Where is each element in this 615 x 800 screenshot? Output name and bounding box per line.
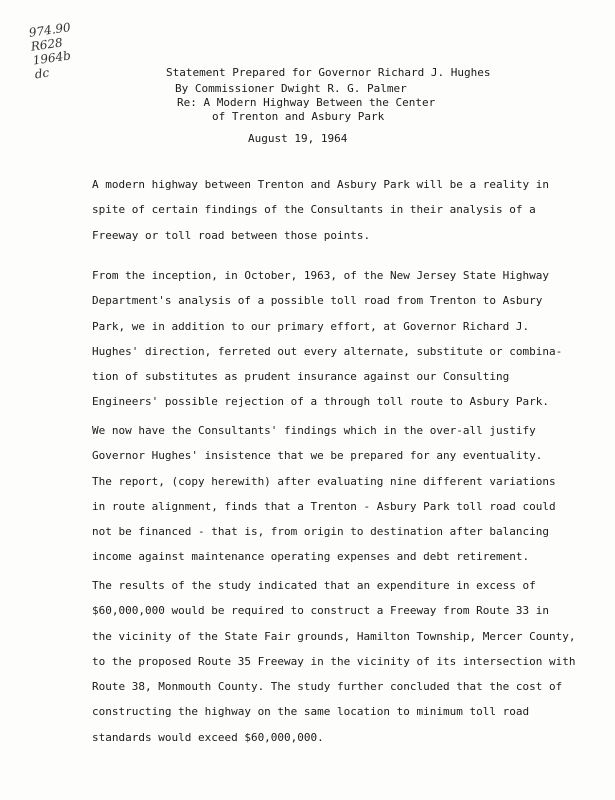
text-line: $60,000,000 would be required to construct a Freeway from Route 33 in xyxy=(92,604,549,618)
header-date: August 19, 1964 xyxy=(248,132,348,145)
handwritten-catalog-note xyxy=(28,20,77,81)
text-line: spite of certain findings of the Consultants in their analysis of a xyxy=(92,203,536,217)
catalog-line: R628 xyxy=(29,35,64,54)
text-line: the vicinity of the State Fair grounds, Hamilton Township, Mercer County, xyxy=(92,629,576,643)
text-line: From the inception, in October, 1963, of the New Jersey State Highway xyxy=(92,269,549,282)
text-line: income against maintenance operating expenses and debt retirement. xyxy=(92,550,530,564)
text-line: The report, (copy herewith) after evaluating nine different variations xyxy=(92,474,556,488)
text-line: Route 38, Monmouth County. The study further concluded that the cost of xyxy=(92,680,563,694)
header-subject: Re: A Modern Highway Between the Center xyxy=(177,96,436,109)
catalog-line: 974.90 xyxy=(28,20,72,40)
header-byline: By Commissioner Dwight R. G. Palmer xyxy=(175,82,407,95)
header-title: Statement Prepared for Governor Richard J. Hughes xyxy=(166,66,491,79)
text-line: constructing the highway on the same location to minimum toll road xyxy=(92,705,530,719)
text-line: Department's analysis of a possible toll road from Trenton to Asbury xyxy=(92,294,543,308)
text-line: A modern highway between Trenton and Asbury Park will be a reality in xyxy=(92,178,549,191)
text-line: tion of substitutes as prudent insurance against our Consulting xyxy=(92,370,510,384)
text-line: Governor Hughes' insistence that we be prepared for any eventuality. xyxy=(92,449,543,463)
text-line: Park, we in addition to our primary effort, at Governor Richard J. xyxy=(92,319,530,333)
paragraph-1 xyxy=(92,172,562,248)
paragraph-3 xyxy=(92,418,562,570)
text-line: not be financed - that is, from origin to destination after balancing xyxy=(92,525,549,539)
paragraph-2 xyxy=(92,263,562,415)
header-subject-cont: of Trenton and Asbury Park xyxy=(212,110,385,123)
text-line: in route alignment, finds that a Trenton - Asbury Park toll road could xyxy=(92,499,556,513)
text-line: to the proposed Route 35 Freeway in the vicinity of its intersection with xyxy=(92,654,576,668)
catalog-line: 1964b xyxy=(31,48,72,68)
paragraph-4 xyxy=(92,573,576,750)
text-line: We now have the Consultants' findings which in the over-all justify xyxy=(92,424,536,437)
text-line: The results of the study indicated that an expenditure in excess of xyxy=(92,579,536,592)
text-line: Engineers' possible rejection of a through toll route to Asbury Park. xyxy=(92,395,549,409)
text-line: Freeway or toll road between those points. xyxy=(92,228,371,242)
text-line: Hughes' direction, ferreted out every alternate, substitute or combina- xyxy=(92,344,563,358)
catalog-line: dc xyxy=(33,65,51,82)
text-line: standards would exceed $60,000,000. xyxy=(92,730,324,744)
